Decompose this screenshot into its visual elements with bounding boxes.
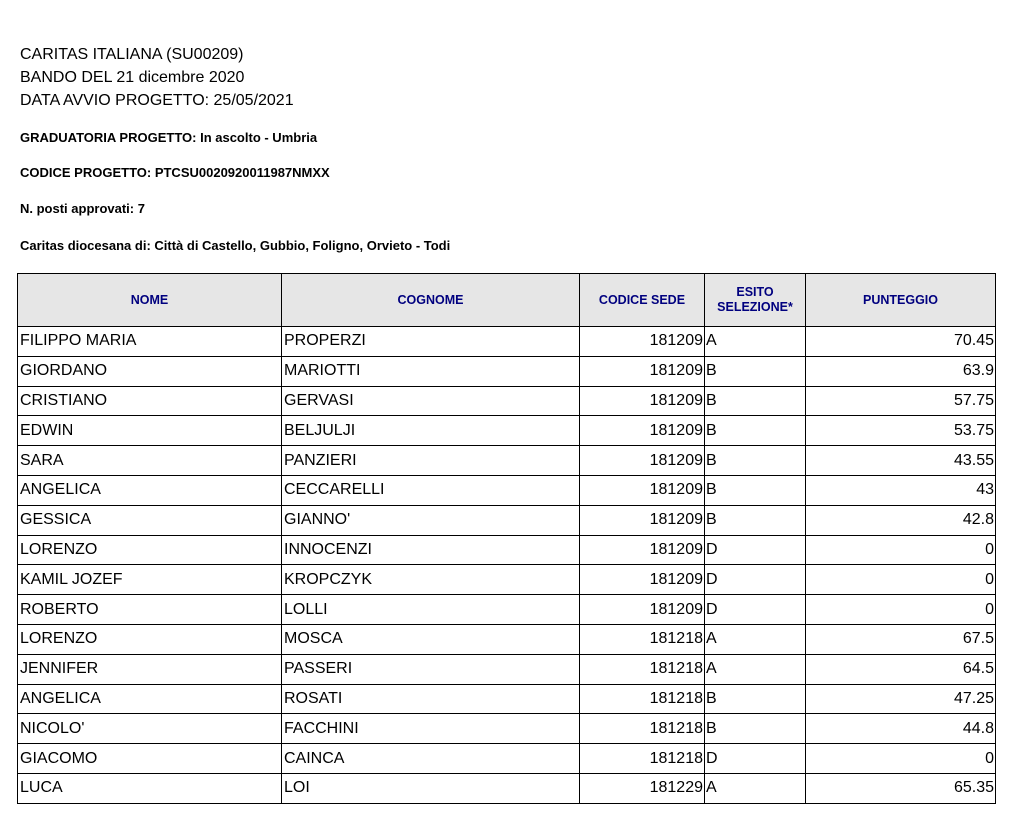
cell-cognome: PROPERZI (282, 327, 580, 357)
cell-cognome: PANZIERI (282, 446, 580, 476)
cell-nome: NICOLO' (18, 714, 282, 744)
cell-esito: B (705, 475, 806, 505)
cell-punteggio: 64.5 (806, 654, 996, 684)
header-bando: BANDO DEL 21 dicembre 2020 (20, 69, 245, 86)
table-row (18, 773, 996, 803)
cell-punteggio: 0 (806, 744, 996, 774)
cell-nome: GIACOMO (18, 744, 282, 774)
cell-nome: EDWIN (18, 416, 282, 446)
cell-esito: D (705, 744, 806, 774)
table-row (18, 714, 996, 744)
cell-esito: B (705, 446, 806, 476)
cell-nome: GIORDANO (18, 356, 282, 386)
cell-codice-sede: 181209 (580, 475, 705, 505)
cell-nome: GESSICA (18, 505, 282, 535)
header-organization: CARITAS ITALIANA (SU00209) (20, 46, 244, 63)
cell-punteggio: 47.25 (806, 684, 996, 714)
cell-nome: FILIPPO MARIA (18, 327, 282, 357)
cell-codice-sede: 181209 (580, 356, 705, 386)
cell-cognome: ROSATI (282, 684, 580, 714)
cell-nome: ROBERTO (18, 595, 282, 625)
col-header-punteggio: PUNTEGGIO (806, 274, 996, 327)
cell-cognome: GIANNO' (282, 505, 580, 535)
cell-esito: A (705, 773, 806, 803)
posti-approvati: N. posti approvati: 7 (20, 201, 145, 216)
cell-cognome: MARIOTTI (282, 356, 580, 386)
cell-cognome: FACCHINI (282, 714, 580, 744)
table-row (18, 416, 996, 446)
col-header-cognome: COGNOME (282, 274, 580, 327)
cell-codice-sede: 181209 (580, 386, 705, 416)
cell-esito: B (705, 356, 806, 386)
graduatoria-title: GRADUATORIA PROGETTO: In ascolto - Umbria (20, 130, 318, 145)
table-row (18, 595, 996, 625)
table-row (18, 386, 996, 416)
cell-cognome: PASSERI (282, 654, 580, 684)
cell-nome: ANGELICA (18, 475, 282, 505)
cell-esito: D (705, 565, 806, 595)
cell-codice-sede: 181209 (580, 416, 705, 446)
cell-esito: A (705, 327, 806, 357)
cell-codice-sede: 181218 (580, 714, 705, 744)
cell-codice-sede: 181218 (580, 654, 705, 684)
cell-esito: B (705, 386, 806, 416)
cell-cognome: LOLLI (282, 595, 580, 625)
header-data-avvio: DATA AVVIO PROGETTO: 25/05/2021 (20, 92, 294, 109)
cell-nome: JENNIFER (18, 654, 282, 684)
cell-punteggio: 43.55 (806, 446, 996, 476)
graduatoria-table (17, 273, 996, 804)
cell-nome: LORENZO (18, 535, 282, 565)
col-header-nome: NOME (18, 274, 282, 327)
table-row (18, 744, 996, 774)
cell-punteggio: 70.45 (806, 327, 996, 357)
cell-nome: LORENZO (18, 624, 282, 654)
cell-punteggio: 65.35 (806, 773, 996, 803)
cell-esito: B (705, 505, 806, 535)
table-row (18, 565, 996, 595)
cell-nome: SARA (18, 446, 282, 476)
cell-punteggio: 43 (806, 475, 996, 505)
table-row (18, 624, 996, 654)
col-header-esito-line2: SELEZIONE* (717, 300, 793, 314)
table-row (18, 505, 996, 535)
table-row (18, 475, 996, 505)
cell-codice-sede: 181218 (580, 744, 705, 774)
cell-nome: ANGELICA (18, 684, 282, 714)
table-row (18, 654, 996, 684)
cell-codice-sede: 181209 (580, 535, 705, 565)
cell-punteggio: 57.75 (806, 386, 996, 416)
cell-esito: B (705, 684, 806, 714)
cell-esito: B (705, 714, 806, 744)
cell-codice-sede: 181218 (580, 624, 705, 654)
cell-punteggio: 42.8 (806, 505, 996, 535)
cell-cognome: MOSCA (282, 624, 580, 654)
table-row (18, 684, 996, 714)
cell-esito: A (705, 624, 806, 654)
col-header-esito-selezione (705, 274, 806, 327)
cell-codice-sede: 181218 (580, 684, 705, 714)
codice-progetto: CODICE PROGETTO: PTCSU0020920011987NMXX (20, 165, 330, 180)
cell-cognome: INNOCENZI (282, 535, 580, 565)
cell-punteggio: 0 (806, 595, 996, 625)
cell-cognome: KROPCZYK (282, 565, 580, 595)
table-row (18, 327, 996, 357)
cell-nome: KAMIL JOZEF (18, 565, 282, 595)
cell-codice-sede: 181209 (580, 327, 705, 357)
table-row (18, 446, 996, 476)
cell-cognome: LOI (282, 773, 580, 803)
col-header-codice-sede: CODICE SEDE (580, 274, 705, 327)
table-header-row (18, 274, 996, 327)
cell-codice-sede: 181209 (580, 565, 705, 595)
cell-cognome: BELJULJI (282, 416, 580, 446)
cell-codice-sede: 181209 (580, 505, 705, 535)
cell-esito: A (705, 654, 806, 684)
cell-esito: B (705, 416, 806, 446)
caritas-diocesana: Caritas diocesana di: Città di Castello, Gubbio, Foligno, Orvieto - Todi (20, 238, 451, 253)
cell-nome: CRISTIANO (18, 386, 282, 416)
table-body (18, 327, 996, 804)
cell-cognome: CAINCA (282, 744, 580, 774)
cell-punteggio: 67.5 (806, 624, 996, 654)
cell-punteggio: 0 (806, 535, 996, 565)
cell-cognome: CECCARELLI (282, 475, 580, 505)
cell-codice-sede: 181209 (580, 446, 705, 476)
cell-punteggio: 0 (806, 565, 996, 595)
cell-nome: LUCA (18, 773, 282, 803)
cell-esito: D (705, 595, 806, 625)
cell-punteggio: 44.8 (806, 714, 996, 744)
col-header-esito-line1: ESITO (736, 285, 774, 299)
cell-punteggio: 63.9 (806, 356, 996, 386)
cell-punteggio: 53.75 (806, 416, 996, 446)
table-row (18, 356, 996, 386)
table-row (18, 535, 996, 565)
cell-esito: D (705, 535, 806, 565)
cell-codice-sede: 181229 (580, 773, 705, 803)
cell-cognome: GERVASI (282, 386, 580, 416)
cell-codice-sede: 181209 (580, 595, 705, 625)
